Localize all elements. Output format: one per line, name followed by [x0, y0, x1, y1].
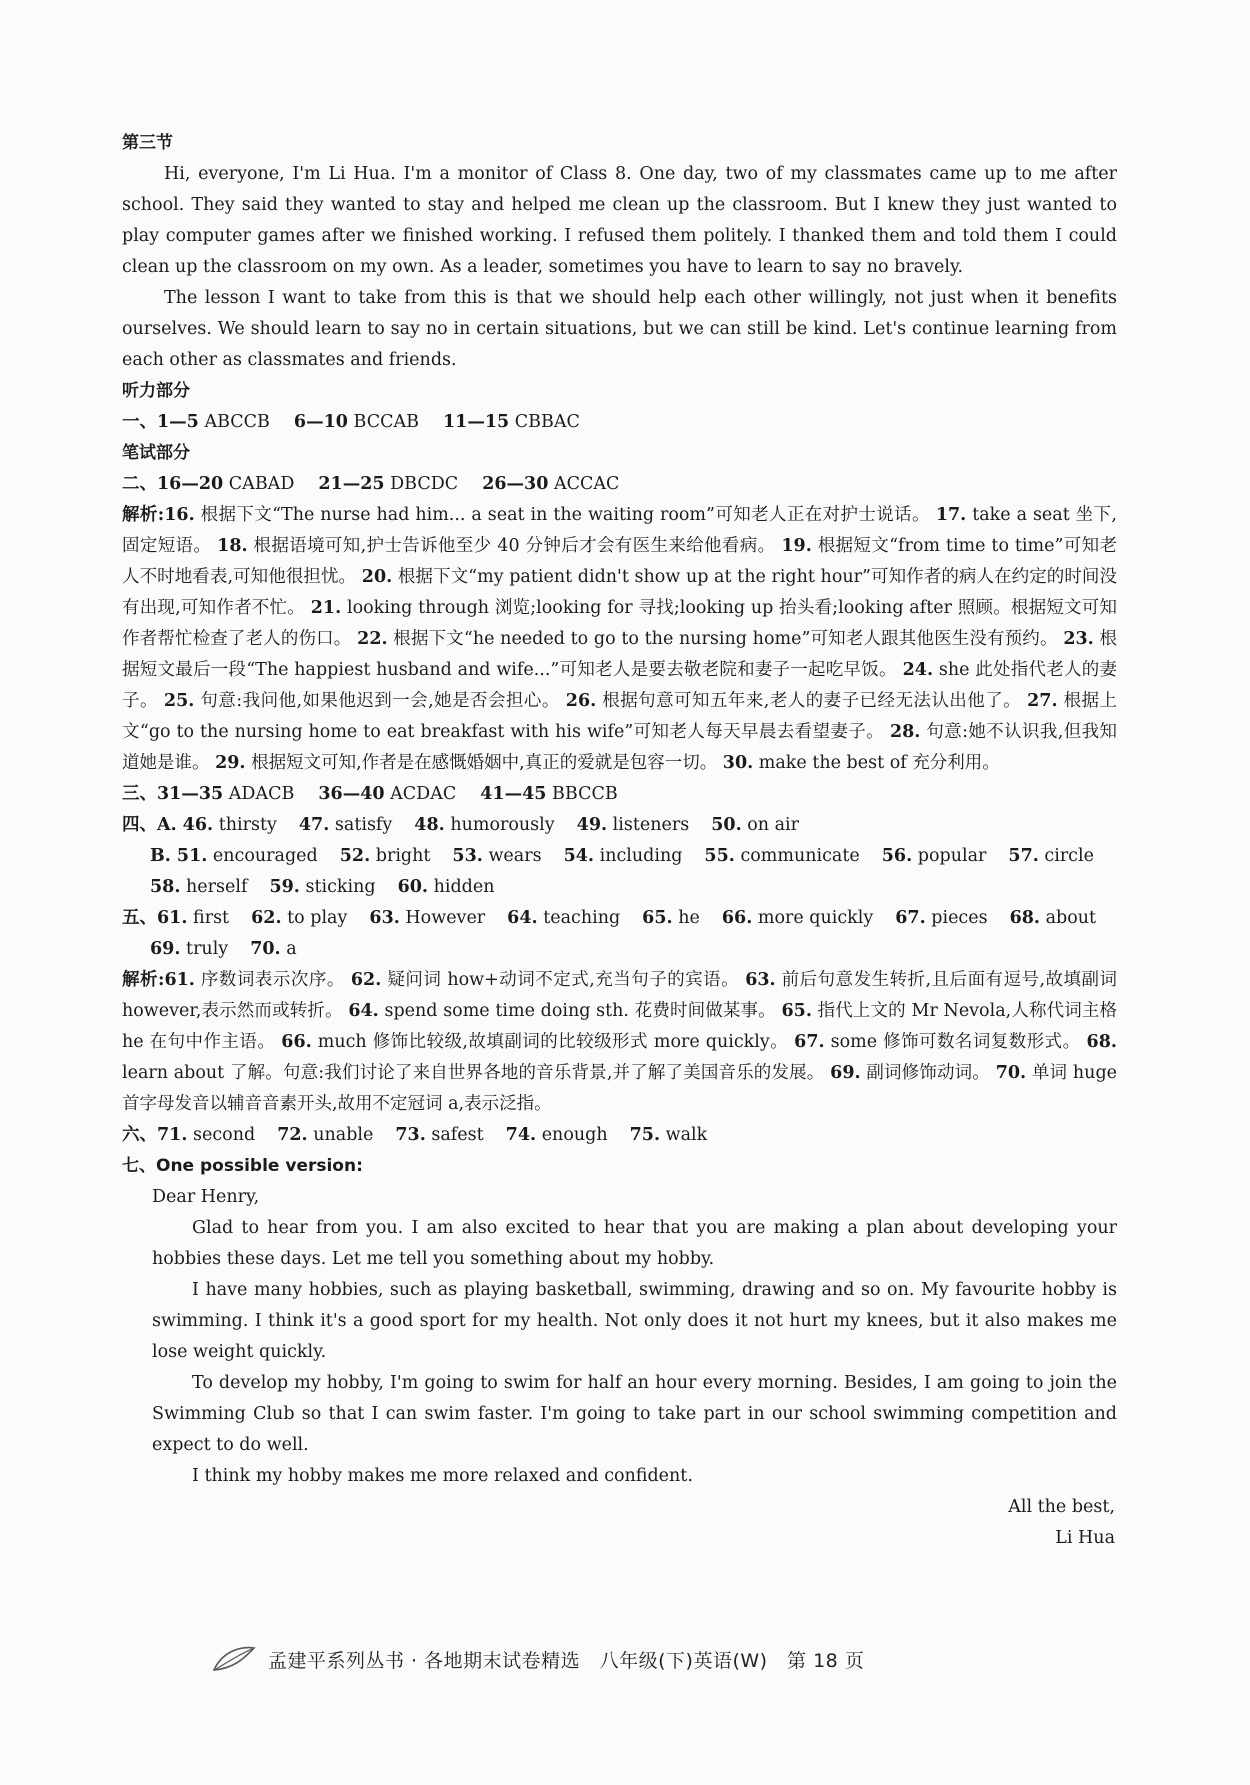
item-number: 63.	[369, 908, 400, 928]
analysis-text: 根据下文“my patient didn't show up at the right hour”可知作者的病人在约定的时间没有出现,可知作者不忙。	[122, 567, 1118, 618]
item-number: 70.	[250, 939, 281, 959]
analysis-number: 20.	[361, 567, 393, 587]
analysis-text: 单词 huge 首字母发音以辅音音素开头,故用不定冠词 a,表示泛指。	[122, 1063, 1118, 1114]
item-answer: hidden	[433, 877, 495, 897]
analysis-text: 根据上文“go to the nursing home to eat breakfast with his wife”可知老人每天早晨去看望妻子。	[122, 691, 1117, 742]
item-answer: to play	[287, 908, 348, 928]
item-number: 67.	[895, 908, 926, 928]
analysis-text: 根据下文“The nurse had him... a seat in the waiting room”可知老人正在对护士说话。	[194, 505, 936, 525]
part5-prefix: 五、	[122, 908, 157, 928]
analysis-text: spend some time doing sth. 花费时间做某事。	[378, 1001, 782, 1021]
item-number: 65.	[642, 908, 673, 928]
analysis-text: 句意:她不认识我,但我知道她是谁。	[122, 722, 1117, 773]
item-number: 72.	[277, 1125, 308, 1145]
item-answer: including	[599, 846, 683, 866]
part5-2-items	[150, 939, 297, 959]
analysis-number: 63.	[745, 970, 776, 990]
item-answer: more quickly	[757, 908, 874, 928]
letter-paragraph-4: I think my hobby makes me more relaxed and confident.	[192, 1466, 693, 1486]
analysis-number: 29.	[215, 753, 246, 773]
item-answer: on air	[747, 815, 800, 835]
answer-range: 21—25	[318, 474, 385, 494]
answer-letters-text: DBCDC	[390, 474, 459, 494]
answer-letters-text: ACCAC	[553, 474, 620, 494]
item-answer: wears	[488, 846, 542, 866]
analysis-number: 24.	[902, 660, 934, 680]
item-answer: humorously	[450, 815, 555, 835]
writing-heading: 笔试部分	[122, 443, 190, 463]
item-number: 53.	[452, 846, 483, 866]
analysis-label-2: 解析:	[122, 970, 165, 990]
item-answer: he	[678, 908, 700, 928]
item-number: 60.	[397, 877, 429, 897]
answer-letters-text: ADACB	[228, 784, 295, 804]
item-number: 56.	[881, 846, 913, 866]
item-number: 58.	[150, 877, 181, 897]
item-number: 62.	[251, 908, 282, 928]
analysis-text: 根据短文可知,作者是在感慨婚姻中,真正的爱就是包容一切。	[245, 753, 723, 773]
part4A-items	[177, 815, 799, 835]
analysis-text: 根据句意可知五年来,老人的妻子已经无法认出他了。	[596, 691, 1028, 711]
part4A-label: A.	[157, 815, 177, 835]
part3-answers	[122, 779, 1117, 810]
analysis-number: 26.	[565, 691, 597, 711]
item-number: 66.	[721, 908, 753, 928]
answer-range: 1—5	[157, 412, 199, 432]
item-answer: pieces	[931, 908, 988, 928]
page-footer	[0, 1640, 1250, 1680]
answer-range: 11—15	[442, 412, 510, 432]
listening-answers	[122, 407, 1117, 438]
page-content	[122, 128, 1117, 1554]
analysis-number: 30.	[722, 753, 754, 773]
item-number: 55.	[704, 846, 735, 866]
analysis-text: some 修饰可数名词复数形式。	[824, 1032, 1087, 1052]
analysis-number: 25.	[163, 691, 195, 711]
answer-letters-text: BBCCB	[552, 784, 618, 804]
answer-range: 6—10	[293, 412, 348, 432]
part2-groups	[157, 474, 619, 494]
item-number: 64.	[507, 908, 538, 928]
analysis-number: 27.	[1027, 691, 1058, 711]
analysis-text: 副词修饰动词。	[860, 1063, 996, 1083]
analysis-text: much 修饰比较级,故填副词的比较级形式 more quickly。	[311, 1032, 795, 1052]
analysis-number: 68.	[1086, 1032, 1117, 1052]
letter-paragraph-3: To develop my hobby, I'm going to swim for half an hour every morning. Besides, I am going to join the Swimming Club so that I can swim faster. I'm going to take part in our school swimming competition and expect to do well.	[152, 1373, 1117, 1455]
part4B-label: B.	[150, 846, 171, 866]
analysis-number: 62.	[350, 970, 382, 990]
item-number: 59.	[269, 877, 300, 897]
analysis-text: 指代上文的 Mr Nevola,人称代词主格 he 在句中作主语。	[122, 1001, 1118, 1052]
item-answer: teaching	[543, 908, 621, 928]
part4B-answers-1	[150, 841, 1117, 872]
analysis-text: 根据下文“he needed to go to the nursing home”可知老人跟其他医生没有预约。	[387, 629, 1064, 649]
leaf-ornament-icon	[210, 1642, 258, 1676]
item-answer: safest	[431, 1125, 484, 1145]
part2-prefix: 二、	[122, 474, 157, 494]
analysis1-items	[122, 505, 1117, 773]
analysis-text: 句意:我问他,如果他迟到一会,她是否会担心。	[194, 691, 566, 711]
footer-text: 孟建平系列丛书 · 各地期末试卷精选 八年级(下)英语(W) 第 18 页	[268, 1650, 865, 1672]
item-answer: popular	[917, 846, 987, 866]
answer-letters-text: BCCAB	[353, 412, 419, 432]
item-answer: unable	[313, 1125, 374, 1145]
item-number: 46.	[182, 815, 214, 835]
analysis-text: looking through 浏览;looking for 寻找;looking up 抬头看;looking after 照顾。根据短文可知作者帮忙检查了老人的伤口。	[122, 598, 1117, 649]
analysis-text: 根据短文“from time to time”可知老人不时地看表,可知他很担忧。	[122, 536, 1117, 587]
item-number: 73.	[395, 1125, 426, 1145]
listening-groups	[157, 412, 580, 432]
item-answer: bright	[375, 846, 431, 866]
analysis-number: 19.	[781, 536, 812, 556]
analysis-text: she 此处指代老人的妻子。	[122, 660, 1117, 711]
letter-salutation: Dear Henry,	[152, 1187, 260, 1207]
part3-prefix: 三、	[122, 784, 157, 804]
analysis-number: 69.	[830, 1063, 861, 1083]
item-number: 54.	[563, 846, 595, 866]
item-answer: herself	[186, 877, 248, 897]
answer-range: 16—20	[157, 474, 224, 494]
item-answer: second	[193, 1125, 256, 1145]
analysis-block-2	[122, 965, 1117, 1120]
item-answer: truly	[186, 939, 229, 959]
part4-prefix: 四、	[122, 815, 157, 835]
section3-para1: Hi, everyone, I'm Li Hua. I'm a monitor of Class 8. One day, two of my classmates came up to me after school. They said they wanted to stay and helped me clean up the classroom. But I knew they just wanted to play computer games after we finished working. I refused them politely. I thanked them and told them I could clean up the classroom on my own. As a leader, sometimes you have to learn to say no bravely.	[122, 164, 1117, 277]
part5-answers-1	[122, 903, 1117, 934]
answer-range: 36—40	[318, 784, 385, 804]
analysis-text: learn about 了解。句意:我们讨论了来自世界各地的音乐背景,并了解了美国音乐的发展。	[122, 1063, 831, 1083]
part4B1-items	[171, 846, 1094, 866]
part5-answers-2	[150, 934, 1117, 965]
answer-letters-text: ACDAC	[390, 784, 457, 804]
analysis-number: 65.	[781, 1001, 812, 1021]
letter-closing: All the best,	[1008, 1497, 1115, 1517]
item-answer: However	[405, 908, 486, 928]
analysis-text: 序数词表示次序。	[194, 970, 351, 990]
item-number: 75.	[629, 1125, 661, 1145]
item-answer: a	[286, 939, 297, 959]
analysis-number: 67.	[794, 1032, 825, 1052]
section3-para2: The lesson I want to take from this is that we should help each other willingly, not just when it benefits ourselves. We should learn to say no in certain situations, but we can still be kind. Let's continue learning from each other as classmates and friends.	[122, 288, 1117, 370]
item-number: 51.	[176, 846, 208, 866]
answer-range: 31—35	[157, 784, 224, 804]
section3-heading: 第三节	[122, 133, 173, 153]
item-answer: circle	[1044, 846, 1094, 866]
analysis-number: 16.	[164, 505, 195, 525]
analysis-text: 根据语境可知,护士告诉他至少 40 分钟后才会有医生来给他看病。	[247, 536, 782, 556]
item-number: 50.	[711, 815, 742, 835]
item-answer: enough	[541, 1125, 608, 1145]
analysis-text: take a seat 坐下,固定短语。	[122, 505, 1117, 556]
part1-prefix: 一、	[122, 412, 157, 432]
analysis-number: 17.	[935, 505, 967, 525]
part7-heading: 七、One possible version:	[122, 1156, 363, 1176]
part6-items	[157, 1125, 707, 1145]
analysis-text: make the best of 充分利用。	[753, 753, 1000, 773]
item-number: 61.	[157, 908, 188, 928]
analysis-number: 23.	[1063, 629, 1094, 649]
item-number: 47.	[298, 815, 330, 835]
analysis-block-1	[122, 500, 1117, 779]
analysis-number: 22.	[357, 629, 388, 649]
item-answer: listeners	[612, 815, 690, 835]
answer-range: 41—45	[480, 784, 547, 804]
answer-letters-text: CBBAC	[514, 412, 580, 432]
item-answer: sticking	[305, 877, 376, 897]
item-number: 49.	[576, 815, 608, 835]
answer-range: 26—30	[482, 474, 549, 494]
item-number: 71.	[157, 1125, 188, 1145]
part3-groups	[157, 784, 618, 804]
letter-paragraph-2: I have many hobbies, such as playing basketball, swimming, drawing and so on. My favourite hobby is swimming. I think it's a good sport for my health. Not only does it not hurt my knees, but it also makes me lose weight quickly.	[152, 1280, 1117, 1362]
letter-signature: Li Hua	[1055, 1528, 1115, 1548]
listening-heading: 听力部分	[122, 381, 190, 401]
item-number: 69.	[150, 939, 181, 959]
answer-letters-text: ABCCB	[204, 412, 270, 432]
analysis-number: 21.	[310, 598, 342, 618]
analysis2-items	[122, 970, 1117, 1114]
item-answer: walk	[665, 1125, 708, 1145]
item-answer: about	[1045, 908, 1097, 928]
analysis-text: 根据短文最后一段“The happiest husband and wife...”可知老人是要去敬老院和妻子一起吃早饭。	[122, 629, 1117, 680]
letter-paragraph-1: Glad to hear from you. I am also excited to hear that you are making a plan about developing your hobbies these days. Let me tell you something about my hobby.	[152, 1218, 1117, 1269]
part6-answers	[122, 1120, 1117, 1151]
analysis-text: 疑问词 how+动词不定式,充当句子的宾语。	[381, 970, 746, 990]
item-answer: satisfy	[334, 815, 393, 835]
analysis-number: 28.	[889, 722, 921, 742]
part4A-answers	[122, 810, 1117, 841]
part4B-answers-2	[150, 872, 1117, 903]
item-number: 57.	[1008, 846, 1039, 866]
part4B2-items	[150, 877, 495, 897]
analysis-number: 64.	[348, 1001, 379, 1021]
part2-answers	[122, 469, 1117, 500]
analysis-number: 66.	[281, 1032, 312, 1052]
item-number: 52.	[339, 846, 371, 866]
analysis-label-1: 解析:	[122, 505, 165, 525]
item-number: 74.	[505, 1125, 537, 1145]
analysis-text: 前后句意发生转折,且后面有逗号,故填副词 however,表示然而或转折。	[122, 970, 1118, 1021]
item-answer: thirsty	[218, 815, 277, 835]
part5-1-items	[157, 908, 1096, 928]
analysis-number: 18.	[217, 536, 248, 556]
part6-prefix: 六、	[122, 1125, 157, 1145]
item-answer: encouraged	[212, 846, 318, 866]
item-number: 68.	[1009, 908, 1041, 928]
analysis-number: 70.	[995, 1063, 1027, 1083]
item-answer: communicate	[740, 846, 860, 866]
item-number: 48.	[414, 815, 445, 835]
item-answer: first	[193, 908, 230, 928]
analysis-number: 61.	[164, 970, 195, 990]
model-letter	[152, 1182, 1117, 1554]
answer-letters-text: CABAD	[228, 474, 295, 494]
